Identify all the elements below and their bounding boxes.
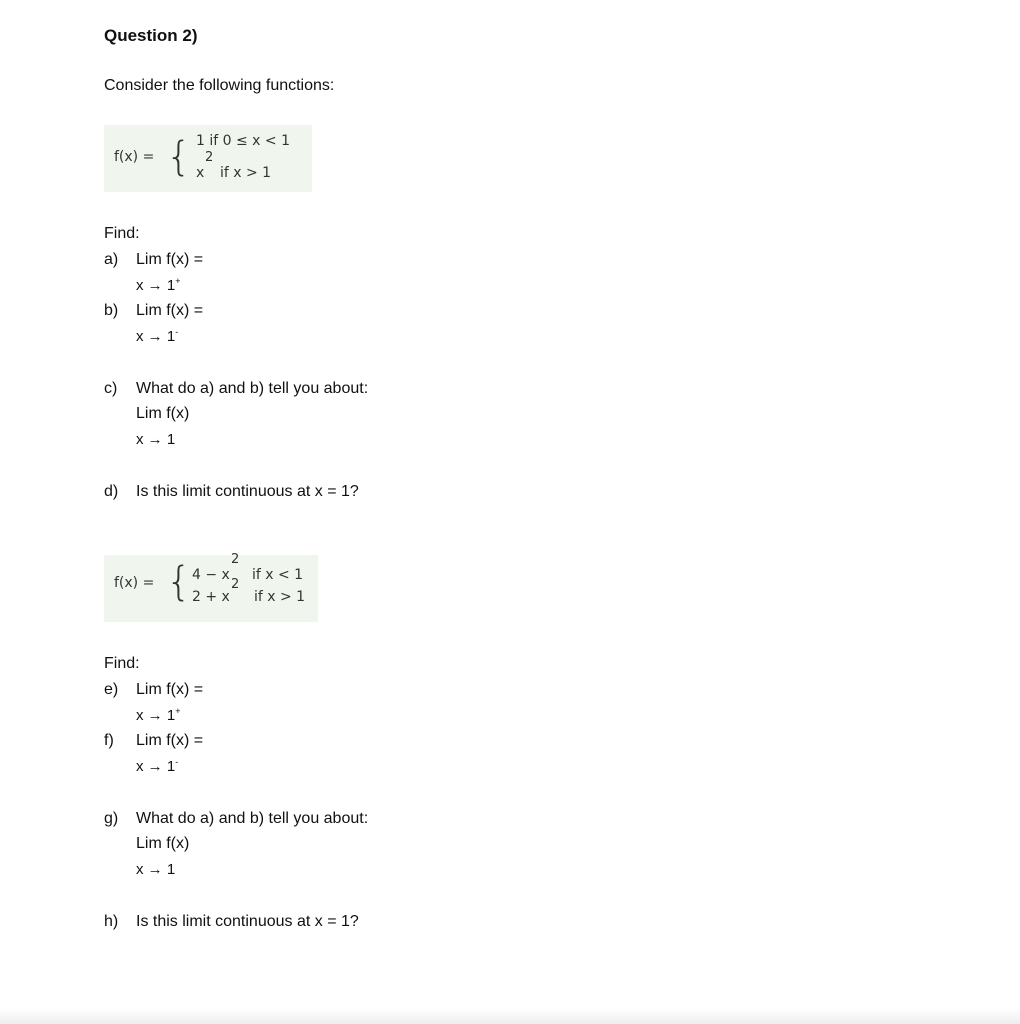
function-2-brace: { [166,559,192,605]
function-2-case-2-exponent: 2 [231,577,240,592]
item-b-approach: x → 1 [136,328,176,345]
item-f-approach: x → 1 [136,758,176,775]
item-g-lim: Lim f(x) [136,835,190,852]
function-2-name: f(x) = [114,575,155,591]
function-2-case-2-condition: if x > 1 [254,589,306,605]
item-f-subscript [136,757,178,775]
item-f-label: f) [104,732,114,749]
item-b-subscript [136,327,178,345]
item-a-sign: + [175,276,181,286]
item-g-label: g) [104,810,119,827]
item-c-label: c) [104,380,118,397]
item-a-label: a) [104,251,119,268]
item-a-text: Lim f(x) = [136,251,204,268]
item-c-subscript: x → 1 [136,431,176,448]
item-e-approach: x → 1 [136,707,176,724]
item-b-label: b) [104,302,119,319]
function-2-formula [104,552,318,622]
function-2-case-1-exponent: 2 [231,552,240,567]
function-1-case-2-base: x [196,165,205,181]
question-title: Question 2) [104,26,198,45]
function-1-brace: { [166,134,192,180]
function-2-case-2-expression: 2 + x [192,589,230,605]
item-h-text: Is this limit continuous at x = 1? [136,913,359,930]
item-a-approach: x → 1 [136,277,176,294]
item-c-text: What do a) and b) tell you about: [136,380,369,397]
item-h-label: h) [104,913,119,930]
page-bottom-edge [0,1008,1020,1024]
item-c-lim: Lim f(x) [136,405,190,422]
function-2-case-1-expression: 4 − x [192,567,230,583]
item-d-label: d) [104,483,119,500]
function-1-formula [104,125,312,192]
item-e-label: e) [104,681,119,698]
item-b-sign: - [175,327,179,337]
item-d-text: Is this limit continuous at x = 1? [136,483,359,500]
function-1-case-2-condition: if x > 1 [220,165,272,181]
find-heading-2: Find: [104,655,140,672]
function-1-case-2-exponent: 2 [205,150,214,165]
item-e-text: Lim f(x) = [136,681,204,698]
intro-text: Consider the following functions: [104,77,335,94]
item-f-sign: - [175,757,179,767]
item-b-text: Lim f(x) = [136,302,204,319]
item-e-sign: + [175,706,181,716]
item-a-subscript [136,276,180,294]
function-1-name: f(x) = [114,149,155,165]
item-f-text: Lim f(x) = [136,732,204,749]
function-2-case-1-condition: if x < 1 [252,567,304,583]
find-heading-1: Find: [104,225,140,242]
item-g-subscript: x → 1 [136,861,176,878]
item-g-text: What do a) and b) tell you about: [136,810,369,827]
item-e-subscript [136,706,180,724]
function-1-case-1: 1 if 0 ≤ x < 1 [196,133,290,149]
